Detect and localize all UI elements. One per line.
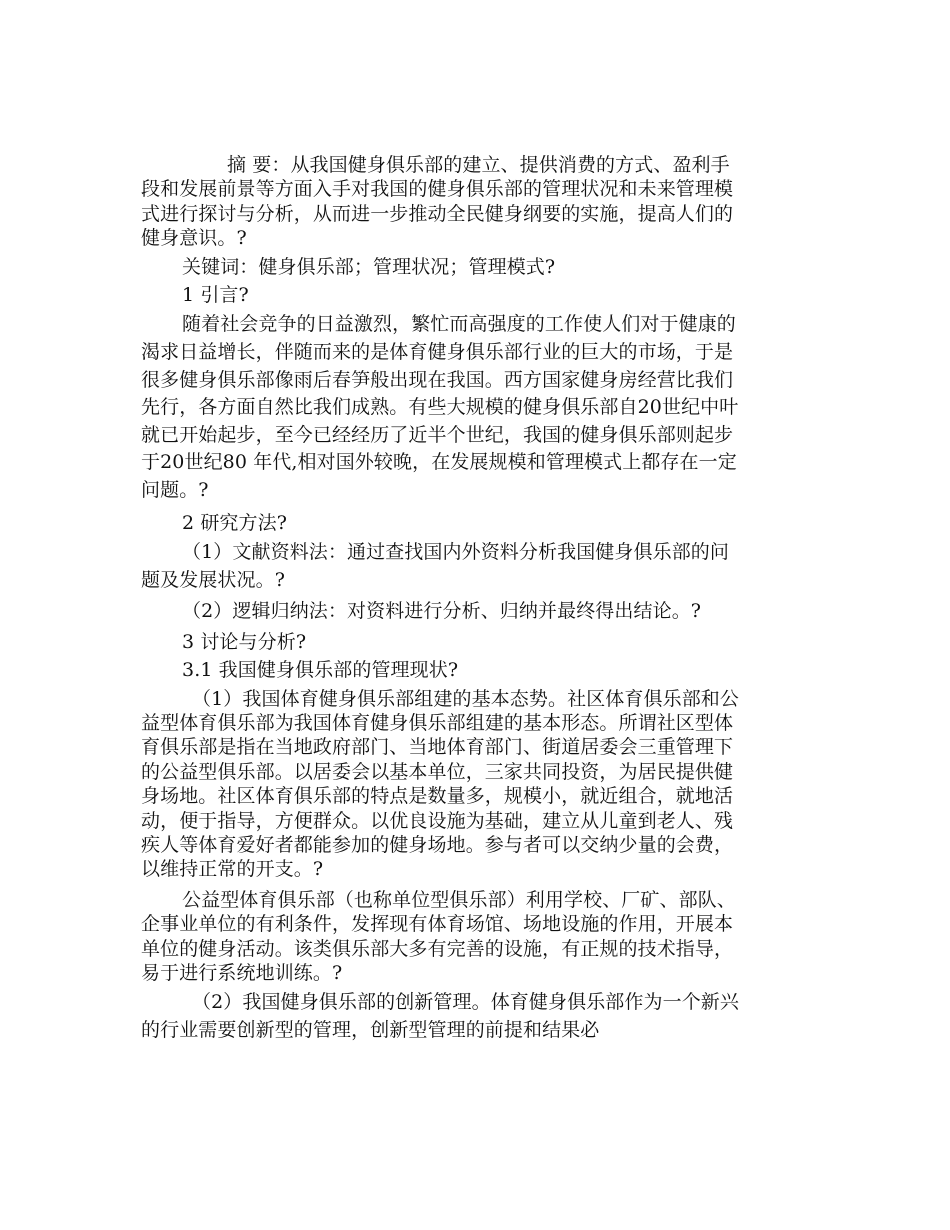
section-3-heading: 3 讨论与分析?: [182, 630, 307, 653]
paragraph-3-1-2: 公益型体育俱乐部（也称单位型俱乐部）利用学校、厂矿、部队、企事业单位的有利条件，发挥现有体育场馆、场地设施的作用，开展本单位的健身活动。该类俱乐部大多有完善的设施，有正规的技术指导，易于进行系统地训练。?: [141, 888, 736, 985]
keywords-line: 关键词：健身俱乐部；管理状况；管理模式?: [182, 255, 556, 278]
paragraph-3-1-3: （2）我国健身俱乐部的创新管理。体育健身俱乐部作为一个新兴的行业需要创新型的管理，创新型管理的前提和结果必: [141, 991, 739, 1042]
section-1-heading: 1 引言?: [182, 284, 249, 307]
method-1-paragraph: （1）文献资料法：通过查找国内外资料分析我国健身俱乐部的问题及发展状况。?: [141, 541, 729, 591]
document-body: [141, 153, 741, 1045]
section-1-paragraph: 随着社会竞争的日益激烈，繁忙而高强度的工作使人们对于健康的渴求日益增长，伴随而来的是体育健身俱乐部行业的巨大的市场，于是很多健身俱乐部像雨后春笋般出现在我国。西方国家健身房经营比我们先行，各方面自然比我们成熟。有些大规模的健身俱乐部自20世纪中叶就已开始起步，至今已经经历了近半个世纪，我国的健身俱乐部则起步于20世纪80 年代,相对国外较晚，在发展规模和管理模式上都存在一定问题。?: [141, 313, 739, 501]
paragraph-3-1-1: （1）我国体育健身俱乐部组建的基本态势。社区体育俱乐部和公益型体育俱乐部为我国体育健身俱乐部组建的基本形态。所谓社区型体育俱乐部是指在当地政府部门、当地体育部门、街道居委会三重管理下的公益型俱乐部。以居委会以基本单位，三家共同投资，为居民提供健身场地。社区体育俱乐部的特点是数量多，规模小，就近组合，就地活动，便于指导，方便群众。以优良设施为基础，建立从儿童到老人、残疾人等体育爱好者都能参加的健身场地。参与者可以交纳少量的会费，以维持正常的开支。?: [141, 687, 739, 881]
section-2-heading: 2 研究方法?: [182, 511, 288, 534]
abstract-paragraph: 摘 要：从我国健身俱乐部的建立、提供消费的方式、盈利手段和发展前景等方面入手对我国的健身俱乐部的管理状况和未来管理模式进行探讨与分析，从而进一步推动全民健身纲要的实施，提高人们的健身意识。?: [141, 154, 734, 250]
method-2-paragraph: （2）逻辑归纳法：对资料进行分析、归纳并最终得出结论。?: [182, 600, 702, 623]
section-3-1-heading: 3.1 我国健身俱乐部的管理现状?: [182, 659, 459, 682]
